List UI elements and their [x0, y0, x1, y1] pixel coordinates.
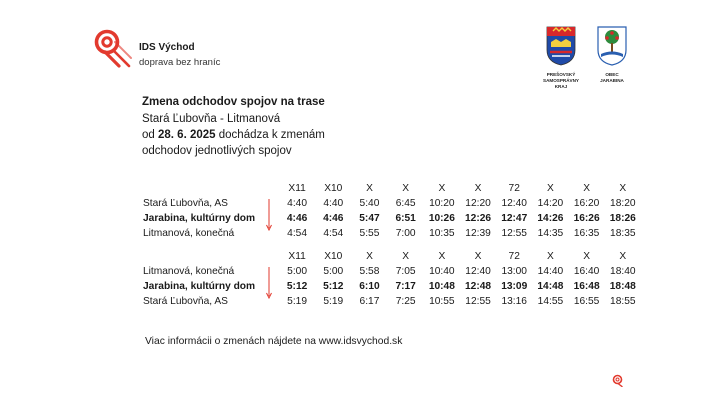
service-marker: X [402, 183, 410, 194]
departure-time: 12:55 [465, 296, 491, 307]
departure-time: 12:55 [501, 228, 527, 239]
departure-time: 18:55 [610, 296, 636, 307]
departure-time: 4:40 [287, 198, 307, 209]
departure-time: 5:19 [323, 296, 344, 307]
departure-time: 18:35 [610, 228, 636, 239]
departure-time: 7:05 [395, 266, 416, 277]
departure-time: 5:47 [359, 213, 380, 224]
departure-time: 18:26 [609, 213, 636, 224]
stop-name: Jarabina, kultúrny dom [143, 213, 256, 224]
table-row [143, 226, 641, 241]
jarabina-label: OBEC JARABINA [600, 72, 624, 83]
notice-date-line: od 28. 6. 2025 dochádza k zmenám [142, 129, 325, 141]
departure-time: 16:48 [573, 281, 600, 292]
departure-time: 10:26 [428, 213, 455, 224]
departure-time: 10:35 [429, 228, 455, 239]
timetable-direction-2 [143, 249, 641, 309]
departure-time: 16:55 [573, 296, 600, 307]
departure-time: 5:58 [359, 266, 380, 277]
departure-time: 5:00 [287, 266, 307, 277]
departure-time: 5:12 [286, 281, 308, 292]
service-marker: X11 [288, 251, 306, 262]
departure-time: 14:26 [537, 213, 564, 224]
presov-region-crest-icon [546, 26, 576, 66]
timetable-direction-1 [143, 181, 641, 241]
departure-time: 12:48 [465, 281, 492, 292]
departure-time: 5:19 [287, 296, 307, 307]
departure-time: 5:40 [359, 198, 380, 209]
departure-time: 5:55 [359, 228, 380, 239]
direction-arrow-icon [266, 199, 272, 231]
departure-time: 4:54 [323, 228, 344, 239]
notice-line3: odchodov jednotlivých spojov [142, 145, 292, 157]
table-row-highlighted [143, 279, 641, 294]
service-markers-row [143, 181, 641, 196]
departure-time: 5:00 [323, 266, 344, 277]
departure-time: 12:40 [465, 266, 491, 277]
service-marker: X11 [288, 183, 306, 194]
brand-name: IDS Východ [139, 42, 195, 53]
jarabina-crest-icon [597, 26, 627, 66]
service-marker: X [438, 251, 446, 262]
departure-time: 14:55 [537, 296, 564, 307]
departure-time: 4:46 [286, 213, 308, 224]
service-marker: 72 [508, 251, 520, 262]
stop-name: Litmanová, konečná [143, 266, 235, 277]
table-row [143, 264, 641, 279]
departure-time: 16:20 [573, 198, 600, 209]
presov-region-label: PREŠOVSKÝ SAMOSPRÁVNY KRAJ [543, 72, 579, 89]
service-marker: X [474, 183, 482, 194]
departure-time: 16:26 [573, 213, 600, 224]
departure-time: 18:20 [610, 198, 636, 209]
departure-time: 6:45 [395, 198, 416, 209]
departure-time: 4:40 [323, 198, 344, 209]
departure-time: 12:20 [465, 198, 491, 209]
departure-time: 13:09 [501, 281, 528, 292]
departure-time: 7:17 [395, 281, 416, 292]
departure-time: 14:48 [537, 281, 564, 292]
service-marker: X [402, 251, 410, 262]
ids-vychod-logo-icon [93, 28, 133, 68]
departure-time: 6:10 [359, 281, 380, 292]
notice-title: Zmena odchodov spojov na trase [142, 96, 325, 108]
departure-time: 14:40 [537, 266, 564, 277]
departure-time: 6:51 [395, 213, 416, 224]
departure-time: 12:47 [501, 213, 528, 224]
departure-time: 18:48 [609, 281, 636, 292]
departure-time: 14:20 [537, 198, 564, 209]
service-marker: X [583, 183, 590, 194]
ids-small-logo-icon [612, 374, 625, 387]
service-marker: X [474, 251, 482, 262]
departure-time: 5:12 [323, 281, 344, 292]
departure-time: 10:48 [428, 281, 455, 292]
departure-time: 16:35 [573, 228, 600, 239]
service-marker: X [547, 251, 554, 262]
departure-time: 12:39 [465, 228, 491, 239]
service-marker: X [438, 183, 446, 194]
service-marker: X [366, 183, 373, 194]
departure-time: 13:00 [501, 266, 527, 277]
service-marker: X [547, 183, 554, 194]
table-row-highlighted [143, 211, 641, 226]
brand-tagline: doprava bez hraníc [139, 57, 221, 68]
service-marker: X [619, 251, 627, 262]
direction-arrow-icon [266, 267, 272, 299]
departure-time: 12:40 [501, 198, 527, 209]
departure-time: 7:25 [395, 296, 416, 307]
service-marker: X [619, 183, 627, 194]
departure-time: 14:35 [537, 228, 564, 239]
departure-time: 10:55 [429, 296, 455, 307]
service-marker: 72 [508, 183, 520, 194]
service-marker: X [583, 251, 590, 262]
departure-time: 7:00 [395, 228, 416, 239]
stop-name: Jarabina, kultúrny dom [143, 281, 256, 292]
service-marker: X [366, 251, 373, 262]
stop-name: Stará Ľubovňa, AS [143, 296, 228, 307]
departure-time: 10:40 [429, 266, 455, 277]
notice-route: Stará Ľubovňa - Litmanová [142, 113, 281, 125]
departure-time: 6:17 [359, 296, 380, 307]
footer-info: Viac informácii o zmenách nájdete na www.idsvychod.sk [145, 336, 403, 347]
departure-time: 18:40 [610, 266, 636, 277]
notice-date: 28. 6. 2025 [158, 129, 216, 141]
departure-time: 10:20 [429, 198, 455, 209]
departure-time: 13:16 [501, 296, 527, 307]
service-markers-row [143, 249, 641, 264]
table-row [143, 196, 641, 211]
stop-name: Litmanová, konečná [143, 228, 235, 239]
departure-time: 4:54 [287, 228, 307, 239]
departure-time: 4:46 [323, 213, 344, 224]
service-marker: X10 [324, 251, 343, 262]
departure-time: 12:26 [465, 213, 492, 224]
service-marker: X10 [324, 183, 343, 194]
departure-time: 16:40 [573, 266, 600, 277]
table-row [143, 294, 641, 309]
stop-name: Stará Ľubovňa, AS [143, 198, 228, 209]
